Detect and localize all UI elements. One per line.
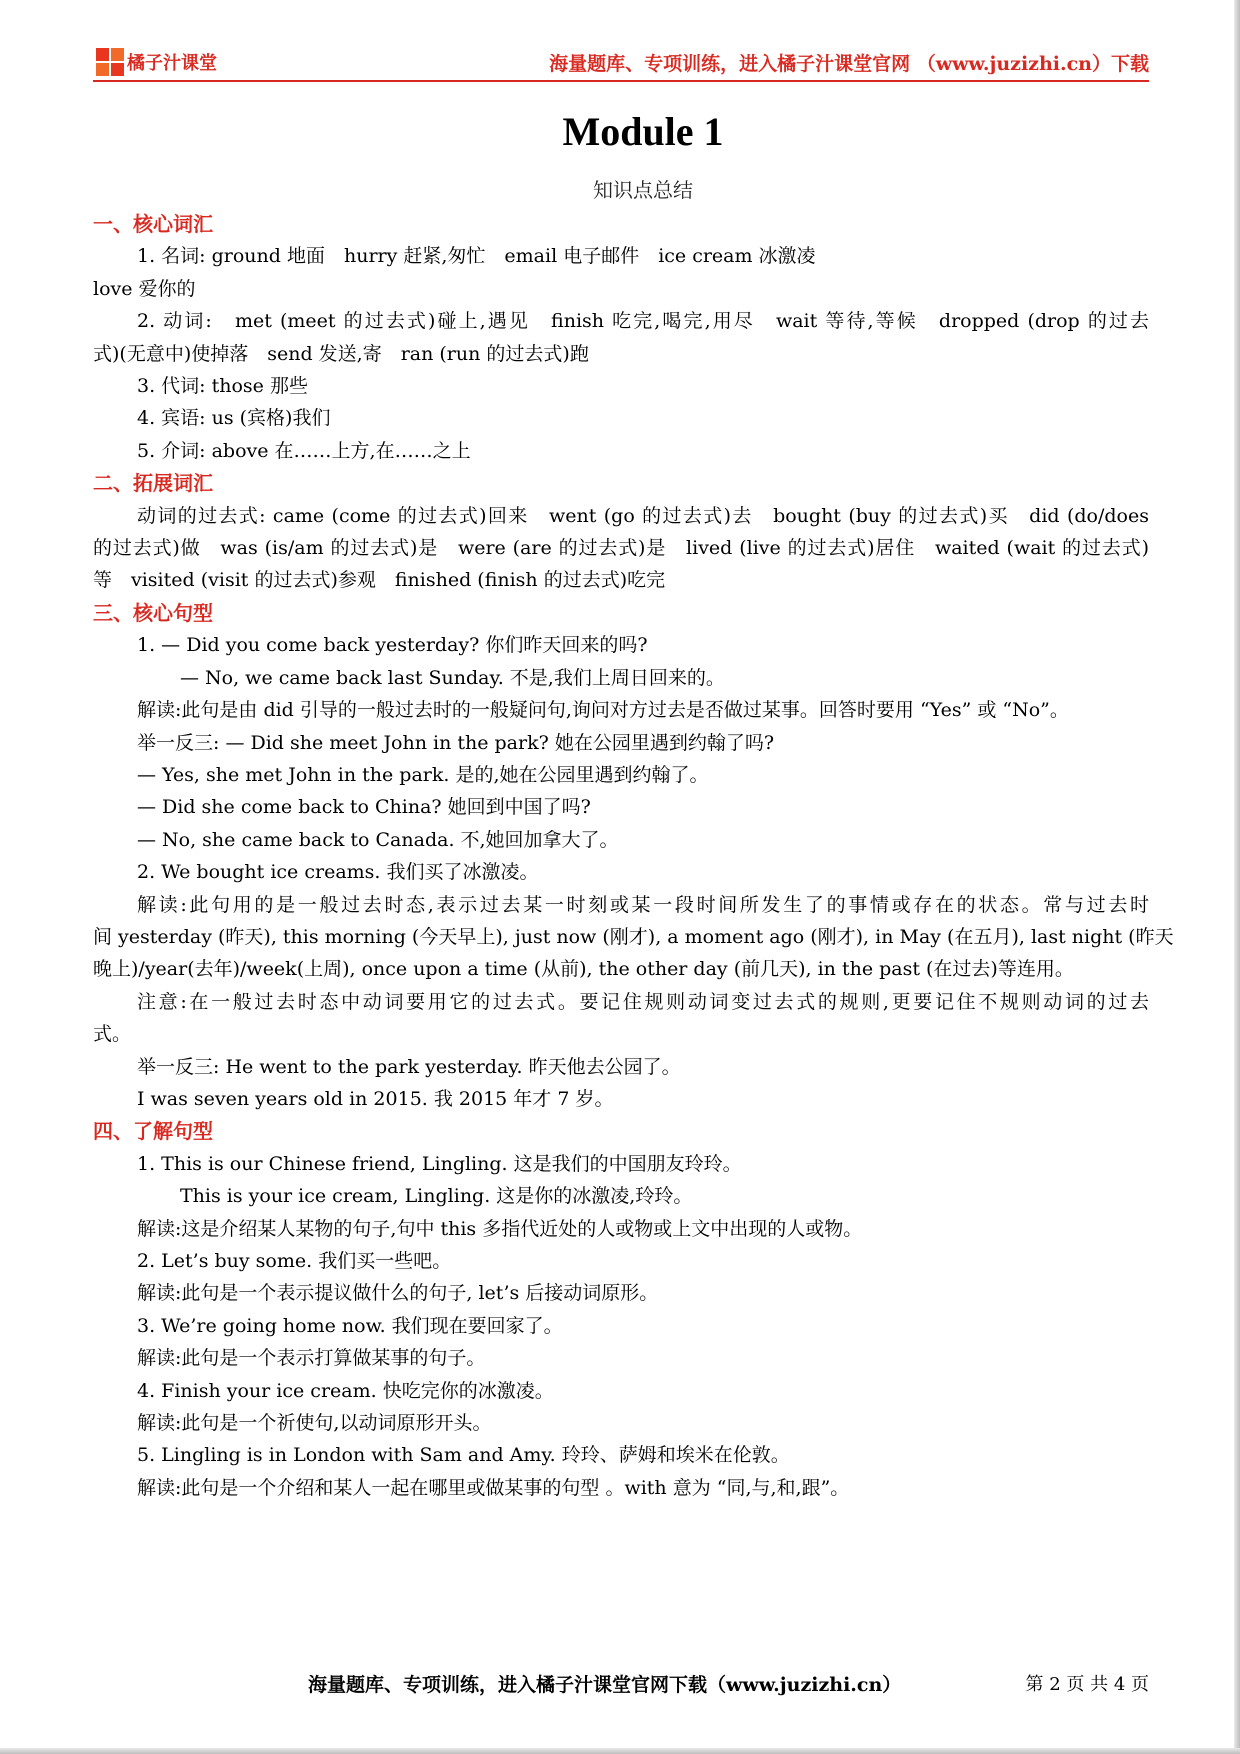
text-line: 的过去式)做 was (is/am 的过去式)是 were (are 的过去式)是 lived (live 的过去式)居住 waited (wait 的过去式)	[93, 537, 1149, 560]
logo-mark-icon	[96, 48, 124, 76]
text-line: 5. Lingling is in London with Sam and Amy. 玲玲、萨姆和埃米在伦敦。	[137, 1444, 790, 1467]
section-heading: 三、核心句型	[93, 600, 213, 625]
text-line: 式。	[93, 1023, 132, 1046]
text-line: 解读:此句是一个介绍和某人一起在哪里或做某事的句型 。with 意为 “同,与,和,跟”。	[137, 1476, 850, 1499]
page-shadow-right	[1234, 0, 1240, 1754]
text-line: 5. 介词: above 在……上方,在……之上	[137, 439, 471, 462]
text-line: — No, she came back to Canada. 不,她回加拿大了。	[137, 828, 619, 851]
text-line: 2. Let’s buy some. 我们买一些吧。	[137, 1250, 452, 1272]
page-subtitle: 知识点总结	[593, 178, 693, 202]
text-line: 解读:此句是一个表示提议做什么的句子, let’s 后接动词原形。	[137, 1282, 659, 1305]
page-header	[93, 40, 1149, 82]
text-line: 4. Finish your ice cream. 快吃完你的冰激凌。	[137, 1379, 554, 1402]
text-line: 3. We’re going home now. 我们现在要回家了。	[137, 1314, 563, 1337]
section-heading: 四、了解句型	[93, 1119, 213, 1144]
text-line: I was seven years old in 2015. 我 2015 年才 7 岁。	[137, 1087, 614, 1110]
text-line: 式)(无意中)使掉落 send 发送,寄 ran (run 的过去式)跑	[93, 342, 589, 365]
page-number: 第 2 页 共 4 页	[1025, 1674, 1149, 1695]
text-line: 间 yesterday (昨天), this morning (今天早上), just now (刚才), a moment ago (刚才), in May (在五月), last night (昨天	[93, 925, 1174, 948]
header-slogan: 海量题库、专项训练，进入橘子汁课堂官网 （www.juzizhi.cn）下载	[549, 53, 1149, 75]
text-line: — No, we came back last Sunday. 不是,我们上周日回来的。	[180, 666, 725, 689]
text-line: 2. We bought ice creams. 我们买了冰激凌。	[137, 861, 539, 884]
text-line: 动词的过去式: came (come 的过去式)回来 went (go 的过去式)去 bought (buy 的过去式)买 did (do/does	[137, 504, 1149, 527]
text-line: 解读:这是介绍某人某物的句子,句中 this 多指代近处的人或物或上文中出现的人或物。	[137, 1217, 863, 1240]
section-heading: 一、核心词汇	[93, 212, 213, 236]
page-footer	[93, 1670, 1149, 1700]
text-line: 2. 动词: met (meet 的过去式)碰上,遇见 finish 吃完,喝完,用尽 wait 等待,等候 dropped (drop 的过去	[137, 310, 1149, 333]
text-line: 1. — Did you come back yesterday? 你们昨天回来的吗?	[137, 634, 648, 657]
text-line: 3. 代词: those 那些	[137, 375, 308, 398]
text-line: 4. 宾语: us (宾格)我们	[137, 407, 331, 430]
text-line: 举一反三: He went to the park yesterday. 昨天他去公园了。	[137, 1055, 681, 1078]
footer-slogan: 海量题库、专项训练，进入橘子汁课堂官网下载（www.juzizhi.cn）	[308, 1674, 902, 1696]
document-body	[93, 208, 1174, 1504]
text-line: love 爱你的	[93, 277, 196, 300]
text-line: 晚上)/year(去年)/week(上周), once upon a time (从前), the other day (前几天), in the past (在过去)等连用。	[93, 958, 1074, 981]
text-line: 解读:此句是一个表示打算做某事的句子。	[137, 1347, 486, 1370]
text-line: — Yes, she met John in the park. 是的,她在公园里遇到约翰了。	[137, 763, 709, 786]
page-shadow-bottom	[0, 1748, 1240, 1754]
text-line: 1. This is our Chinese friend, Lingling. 这是我们的中国朋友玲玲。	[137, 1152, 742, 1175]
logo-text: 橘子汁课堂	[127, 53, 217, 74]
text-line: This is your ice cream, Lingling. 这是你的冰激凌,玲玲。	[180, 1185, 693, 1208]
text-line: 解读:此句用的是一般过去时态,表示过去某一时刻或某一段时间所发生了的事情或存在的状态。常与过去时	[137, 893, 1149, 916]
text-line: — Did she come back to China? 她回到中国了吗?	[137, 796, 591, 819]
text-line: 举一反三: — Did she meet John in the park? 她在公园里遇到约翰了吗?	[137, 731, 775, 754]
text-line: 解读:此句是由 did 引导的一般过去时的一般疑问句,询问对方过去是否做过某事。回答时要用 “Yes” 或 “No”。	[137, 699, 1069, 722]
section-heading: 二、拓展词汇	[93, 471, 213, 496]
text-line: 注意:在一般过去时态中动词要用它的过去式。要记住规则动词变过去式的规则,更要记住不规则动词的过去	[137, 990, 1149, 1013]
text-line: 1. 名词: ground 地面 hurry 赶紧,匆忙 email 电子邮件 ice cream 冰激凌	[137, 245, 816, 268]
text-line: 等 visited (visit 的过去式)参观 finished (finish 的过去式)吃完	[93, 569, 666, 592]
page-title: Module 1	[562, 109, 724, 154]
logo	[96, 48, 217, 76]
text-line: 解读:此句是一个祈使句,以动词原形开头。	[137, 1412, 492, 1435]
